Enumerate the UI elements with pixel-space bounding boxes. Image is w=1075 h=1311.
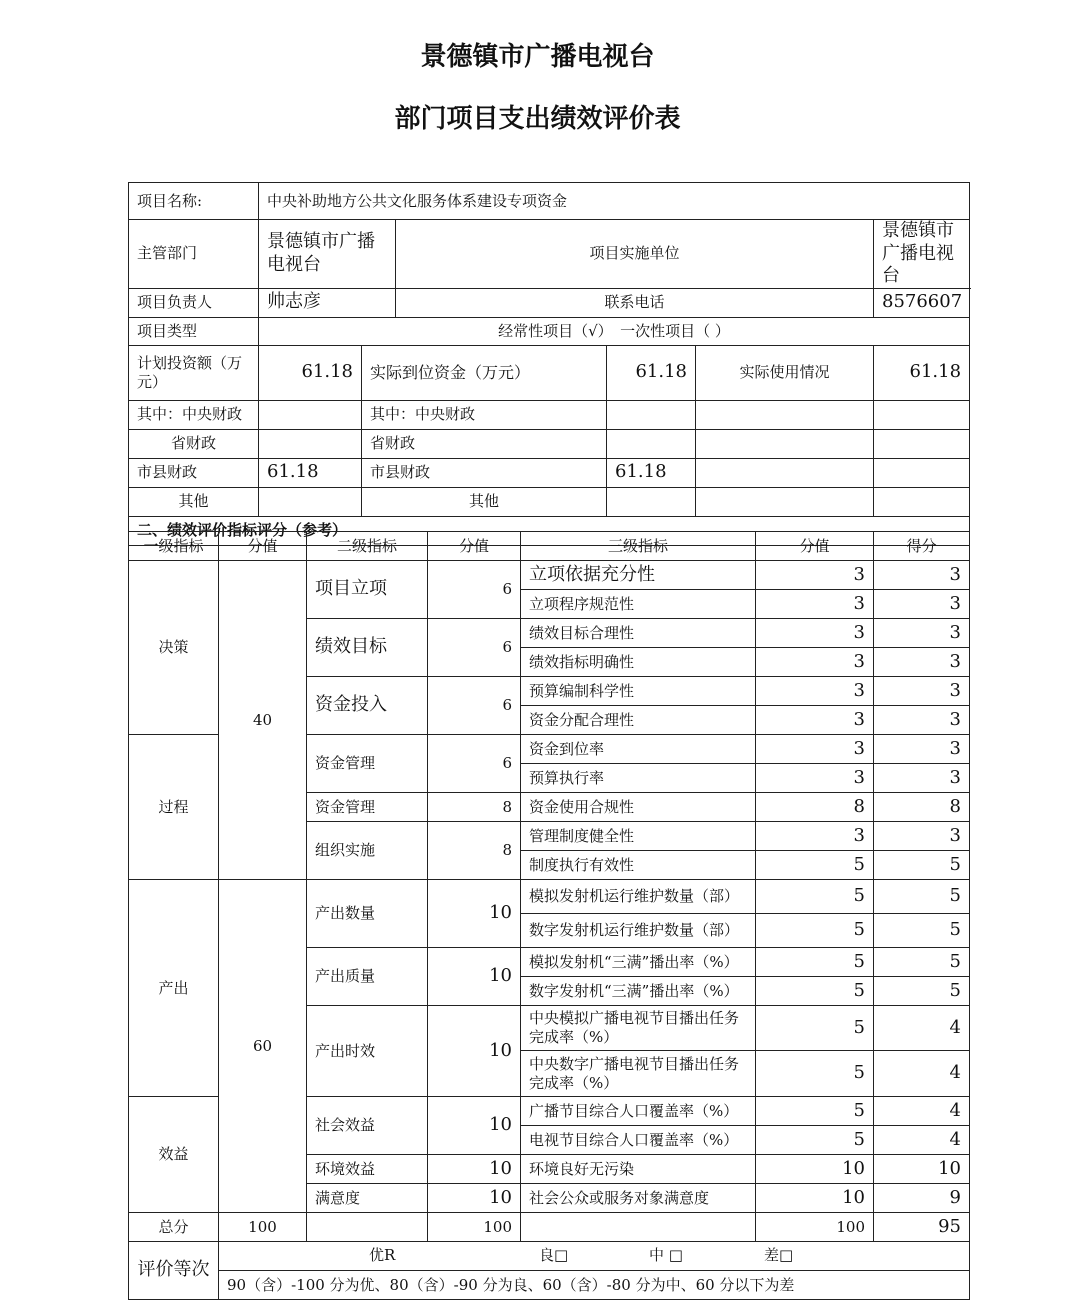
column-header: 一级指标 [129, 532, 219, 561]
score: 5 [874, 977, 970, 1006]
level2-indicator: 资金投入 [307, 677, 428, 735]
level3-weight: 10 [756, 1184, 874, 1213]
label: 市县财政 [362, 458, 607, 487]
level3-weight: 5 [756, 948, 874, 977]
level2-weight: 6 [428, 561, 521, 619]
total-label: 总分 [129, 1213, 219, 1242]
label: 项目负责人 [129, 288, 259, 317]
label: 其他 [362, 487, 607, 516]
score: 5 [874, 948, 970, 977]
level1-indicator: 决策 [129, 561, 219, 735]
total-level1-weight: 100 [219, 1213, 307, 1242]
score: 3 [874, 619, 970, 648]
level3-weight: 5 [756, 1097, 874, 1126]
section-heading: 二、绩效评价指标评分（参考） [129, 516, 970, 545]
score: 4 [874, 1126, 970, 1155]
level3-indicator: 绩效指标明确性 [521, 648, 756, 677]
level3-weight: 3 [756, 677, 874, 706]
table-row [129, 880, 970, 914]
phone-value: 8576607 [874, 288, 970, 317]
level2-weight: 10 [428, 1155, 521, 1184]
column-header: 三级指标 [521, 532, 756, 561]
project-info-table [128, 182, 970, 546]
score: 10 [874, 1155, 970, 1184]
document-title: 景德镇市广播电视台 [420, 42, 655, 72]
table-row [129, 561, 970, 590]
level3-weight: 3 [756, 590, 874, 619]
score: 3 [874, 764, 970, 793]
level2-weight: 6 [428, 677, 521, 735]
grade-option[interactable]: 优R [369, 1246, 396, 1264]
column-header: 分值 [428, 532, 521, 561]
level3-indicator: 绩效目标合理性 [521, 619, 756, 648]
score: 4 [874, 1051, 970, 1097]
level3-weight: 3 [756, 706, 874, 735]
level3-indicator: 预算编制科学性 [521, 677, 756, 706]
plan-value: 61.18 [259, 345, 362, 400]
label: 项目类型 [129, 317, 259, 345]
score: 3 [874, 822, 970, 851]
level2-weight: 6 [428, 735, 521, 793]
level3-weight: 5 [756, 977, 874, 1006]
level1-weight: 40 [219, 561, 307, 880]
level3-indicator: 资金使用合规性 [521, 793, 756, 822]
score: 3 [874, 735, 970, 764]
empty-cell [521, 1213, 756, 1242]
level3-weight: 3 [756, 561, 874, 590]
level1-indicator: 过程 [129, 735, 219, 880]
level2-weight: 10 [428, 1184, 521, 1213]
label: 市县财政 [129, 458, 259, 487]
score: 3 [874, 677, 970, 706]
level2-indicator: 满意度 [307, 1184, 428, 1213]
level3-indicator: 立项程序规范性 [521, 590, 756, 619]
level3-indicator: 立项依据充分性 [521, 561, 756, 590]
level3-indicator: 环境良好无污染 [521, 1155, 756, 1184]
column-header: 二级指标 [307, 532, 428, 561]
level3-weight: 5 [756, 1126, 874, 1155]
level3-indicator: 管理制度健全性 [521, 822, 756, 851]
empty-cell [307, 1213, 428, 1242]
level2-weight: 10 [428, 948, 521, 1006]
level3-indicator: 模拟发射机运行维护数量（部） [521, 880, 756, 914]
grade-label: 评价等次 [129, 1242, 219, 1300]
level3-weight: 5 [756, 880, 874, 914]
score: 9 [874, 1184, 970, 1213]
level3-weight: 5 [756, 1051, 874, 1097]
city-value-2: 61.18 [607, 458, 696, 487]
level3-indicator: 广播节目综合人口覆盖率（%） [521, 1097, 756, 1126]
level3-indicator: 制度执行有效性 [521, 851, 756, 880]
level1-weight: 60 [219, 880, 307, 1213]
level3-weight: 10 [756, 1155, 874, 1184]
grade-row [129, 1242, 970, 1271]
level3-weight: 3 [756, 735, 874, 764]
level3-weight: 5 [756, 1006, 874, 1051]
score: 5 [874, 851, 970, 880]
total-level3-weight: 100 [756, 1213, 874, 1242]
level2-weight: 8 [428, 822, 521, 880]
level2-weight: 10 [428, 1006, 521, 1097]
label: 其中：中央财政 [129, 400, 259, 429]
level3-indicator: 资金到位率 [521, 735, 756, 764]
grade-options [219, 1242, 970, 1271]
header-row [129, 532, 970, 561]
level3-weight: 3 [756, 648, 874, 677]
level2-indicator: 资金管理 [307, 793, 428, 822]
level2-indicator: 绩效目标 [307, 619, 428, 677]
label: 项目名称: [129, 183, 259, 220]
label: 实际到位资金（万元） [362, 345, 607, 400]
level3-weight: 8 [756, 793, 874, 822]
level3-weight: 5 [756, 914, 874, 948]
score: 4 [874, 1097, 970, 1126]
score: 5 [874, 914, 970, 948]
unit-value: 景德镇市广播电视台 [874, 220, 970, 289]
total-row [129, 1213, 970, 1242]
column-header: 分值 [219, 532, 307, 561]
city-value: 61.18 [259, 458, 362, 487]
level3-indicator: 中央模拟广播电视节目播出任务完成率（%） [521, 1006, 756, 1051]
dept-value: 景德镇市广播电视台 [259, 220, 396, 289]
score: 3 [874, 561, 970, 590]
level3-indicator: 电视节目综合人口覆盖率（%） [521, 1126, 756, 1155]
level3-indicator: 预算执行率 [521, 764, 756, 793]
use-value: 61.18 [874, 345, 970, 400]
score: 8 [874, 793, 970, 822]
level3-indicator: 数字发射机“三满”播出率（%） [521, 977, 756, 1006]
level3-indicator: 模拟发射机“三满”播出率（%） [521, 948, 756, 977]
score: 4 [874, 1006, 970, 1051]
total-level2-weight: 100 [428, 1213, 521, 1242]
level3-weight: 3 [756, 764, 874, 793]
level2-weight: 10 [428, 1097, 521, 1155]
score: 5 [874, 880, 970, 914]
label: 项目实施单位 [396, 220, 874, 289]
label: 其他 [129, 487, 259, 516]
level3-indicator: 社会公众或服务对象满意度 [521, 1184, 756, 1213]
level2-indicator: 产出质量 [307, 948, 428, 1006]
level3-indicator: 资金分配合理性 [521, 706, 756, 735]
label: 计划投资额（万元） [129, 345, 259, 400]
level3-indicator: 中央数字广播电视节目播出任务完成率（%） [521, 1051, 756, 1097]
actual-value: 61.18 [607, 345, 696, 400]
grade-option[interactable]: 良□ [539, 1246, 569, 1264]
level1-indicator: 产出 [129, 880, 219, 1097]
project-name: 中央补助地方公共文化服务体系建设专项资金 [259, 183, 970, 220]
level2-weight: 8 [428, 793, 521, 822]
score: 3 [874, 648, 970, 677]
level2-indicator: 社会效益 [307, 1097, 428, 1155]
label: 其中：中央财政 [362, 400, 607, 429]
score: 3 [874, 590, 970, 619]
label: 主管部门 [129, 220, 259, 289]
label: 实际使用情况 [696, 345, 874, 400]
level1-indicator: 效益 [129, 1097, 219, 1213]
level2-indicator: 资金管理 [307, 735, 428, 793]
leader-value: 帅志彦 [259, 288, 396, 317]
level2-weight: 6 [428, 619, 521, 677]
level2-indicator: 项目立项 [307, 561, 428, 619]
column-header: 分值 [756, 532, 874, 561]
level3-weight: 3 [756, 822, 874, 851]
level2-indicator: 产出时效 [307, 1006, 428, 1097]
level2-indicator: 环境效益 [307, 1155, 428, 1184]
grade-note-row [129, 1271, 970, 1300]
column-header: 得分 [874, 532, 970, 561]
label: 省财政 [362, 429, 607, 458]
grade-criteria: 90（含）-100 分为优、80（含）-90 分为良、60（含）-80 分为中、60 分以下为差 [219, 1271, 970, 1300]
label: 联系电话 [396, 288, 874, 317]
level2-indicator: 产出数量 [307, 880, 428, 948]
label: 省财政 [129, 429, 259, 458]
level2-weight: 10 [428, 880, 521, 948]
document-subtitle: 部门项目支出绩效评价表 [394, 104, 681, 134]
grade-option[interactable]: 中 □ [649, 1246, 683, 1264]
grade-option[interactable]: 差□ [764, 1246, 794, 1264]
level2-indicator: 组织实施 [307, 822, 428, 880]
total-score: 95 [874, 1213, 970, 1242]
level3-weight: 3 [756, 619, 874, 648]
project-type: 经常性项目（√） 一次性项目（ ） [259, 317, 970, 345]
score-table [128, 531, 970, 1300]
level3-weight: 5 [756, 851, 874, 880]
level3-indicator: 数字发射机运行维护数量（部） [521, 914, 756, 948]
score: 3 [874, 706, 970, 735]
